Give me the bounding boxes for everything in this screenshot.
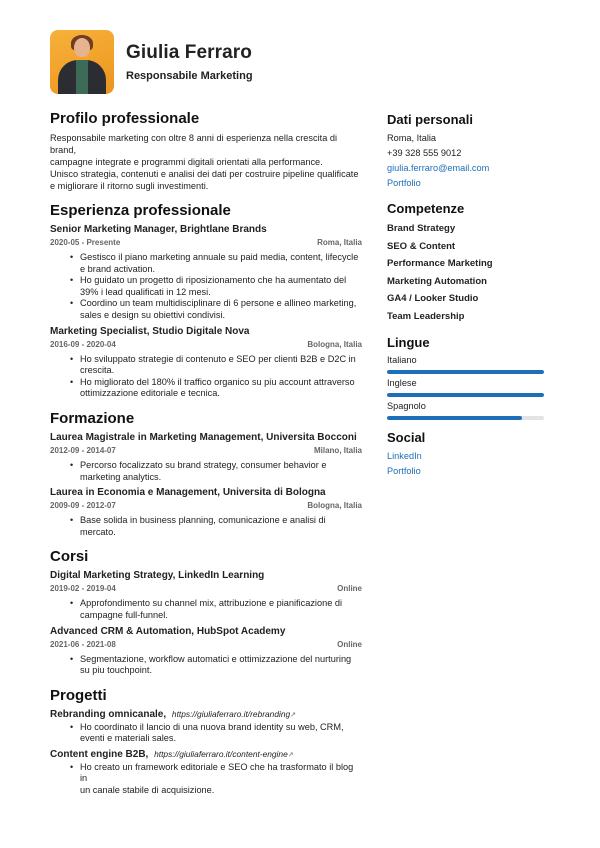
entry-location: Online [337, 639, 362, 649]
entry-location: Milano, Italia [313, 445, 362, 455]
entry-dates: 2019-02 - 2019-04 [50, 584, 116, 594]
skill-item: SEO & Content [387, 240, 456, 252]
entry-title: Advanced CRM & Automation, HubSpot Academy [50, 625, 286, 637]
language-item [387, 400, 547, 420]
entry-title: Digital Marketing Strategy, LinkedIn Learning [50, 570, 265, 582]
bullet-item: • Ho guidato un progetto di riposizionamento che ha aumentato del 39% i lead qualificati in 12 mesi. [80, 275, 362, 298]
social-section [387, 430, 547, 479]
education-entry [50, 487, 362, 538]
language-item [387, 377, 547, 397]
project-link[interactable]: https://giuliaferraro.it/rebranding [171, 708, 291, 719]
language-level-fill [387, 393, 544, 397]
portfolio-link[interactable]: Portfolio [387, 178, 421, 188]
language-name: Spagnolo [387, 401, 426, 411]
language-name: Inglese [387, 378, 417, 388]
entry-dates: 2020-05 - Presente [50, 238, 121, 247]
course-entry [50, 570, 362, 621]
entry-meta [50, 584, 362, 593]
skill-item: Marketing Automation [387, 275, 487, 287]
skill-item: Performance Marketing [387, 258, 493, 269]
entry-meta [50, 501, 362, 510]
sidebar-column [387, 112, 547, 489]
email-link[interactable]: giulia.ferraro@email.com [387, 163, 490, 173]
section-title: Lingue [387, 335, 430, 350]
portfolio-link[interactable]: Portfolio [387, 466, 421, 476]
language-level-bar [387, 370, 544, 374]
entry-title: Marketing Specialist, Studio Digitale Nova [50, 325, 250, 337]
section-title: Competenze [387, 201, 465, 216]
bullet-item: • Ho sviluppato strategie di contenuto e SEO per clienti B2B e D2C in crescita. [80, 354, 362, 377]
entry-meta [50, 340, 362, 349]
candidate-role: Responsabile Marketing [126, 70, 253, 82]
languages-section [387, 335, 547, 420]
name-block [126, 42, 253, 82]
bullet-item: • Ho creato un framework editoriale e SEO che ha trasformato il blog in un canale stabile di acquisizione. [80, 762, 362, 797]
entry-location: Bologna, Italia [307, 339, 362, 349]
bullet-item: • Approfondimento su channel mix, attribuzione e pianificazione di campagne full-funnel. [80, 598, 362, 621]
entry-dates: 2021-06 - 2021-08 [50, 639, 116, 649]
entry-dates: 2016-09 - 2020-04 [50, 339, 116, 349]
entry-bullets [80, 460, 362, 483]
entry-dates: 2012-09 - 2014-07 [50, 445, 116, 455]
personal-phone[interactable]: +39 328 555 9012 [387, 148, 462, 158]
section-title: Corsi [50, 548, 89, 566]
bullet-item: • Ho coordinato il lancio di una nuova brand identity su web, CRM, eventi e materiali sales. [80, 722, 362, 745]
bullet-item: • Percorso focalizzato su brand strategy, consumer behavior e marketing analytics. [80, 460, 362, 483]
entry-bullets [80, 515, 362, 538]
education-section [50, 410, 362, 538]
entry-bullets [80, 252, 362, 322]
skill-item: Brand Strategy [387, 223, 456, 234]
entry-location: Roma, Italia [317, 238, 362, 247]
entry-bullets [80, 598, 362, 621]
bullet-item: • Ho migliorato del 180% il traffico organico su piu account attraverso ottimizzazione editoriale e tecnica. [80, 377, 362, 400]
language-level-bar [387, 416, 544, 420]
entry-location: Online [337, 584, 362, 594]
skills-section [387, 201, 547, 325]
experience-entry [50, 224, 362, 322]
bullet-item: • Base solida in business planning, comunicazione e analisi di mercato. [80, 515, 362, 538]
language-level-fill [387, 370, 544, 374]
courses-section [50, 548, 362, 676]
project-link[interactable]: https://giuliaferraro.it/content-engine [154, 748, 288, 759]
entry-title: Laurea Magistrale in Marketing Management, Universita Bocconi [50, 431, 357, 443]
profile-line: Unisco strategia, contenuti e analisi dei dati per costruire pipeline qualificate [50, 169, 359, 179]
education-entry [50, 432, 362, 483]
candidate-name: Giulia Ferraro [126, 42, 252, 63]
experience-entry [50, 326, 362, 400]
resume-header [50, 30, 253, 94]
entry-dates: 2009-09 - 2012-07 [50, 501, 116, 511]
entry-bullets [80, 722, 362, 745]
section-title: Esperienza professionale [50, 202, 231, 219]
external-link-icon: ↗ [287, 751, 294, 759]
profile-photo [50, 30, 114, 94]
external-link-icon: ↗ [290, 711, 297, 719]
experience-section [50, 202, 362, 400]
profile-line: Responsabile marketing con oltre 8 anni di esperienza nella crescita di brand, [50, 133, 338, 155]
entry-location: Bologna, Italia [307, 501, 362, 511]
section-title: Dati personali [387, 112, 473, 127]
projects-section [50, 687, 362, 797]
entry-meta [50, 446, 362, 455]
bullet-item: • Segmentazione, workflow automatici e ottimizzazione del nurturing su piu touchpoint. [80, 654, 362, 677]
skill-item: GA4 / Looker Studio [387, 293, 479, 304]
project-entry [50, 709, 362, 745]
entry-meta [50, 640, 362, 649]
entry-bullets [80, 762, 362, 797]
entry-title: Laurea in Economia e Management, Universita di Bologna [50, 487, 326, 499]
section-title: Progetti [50, 686, 107, 704]
project-entry [50, 749, 362, 797]
profile-line: e migliorare il ritorno sugli investimenti. [50, 181, 209, 191]
bullet-item: • Gestisco il piano marketing annuale su paid media, content, lifecycle e brand activation. [80, 252, 362, 275]
main-column [50, 110, 362, 807]
personal-location: Roma, Italia [387, 133, 437, 143]
personal-section [387, 112, 547, 191]
language-item [387, 354, 547, 374]
bullet-item: • Coordino un team multidisciplinare di 6 persone e allineo marketing, sales e design su obiettivi condivisi. [80, 298, 362, 321]
entry-bullets [80, 654, 362, 677]
entry-title: Rebranding omnicanale, https://giuliaferraro.it/rebranding↗ [50, 708, 297, 720]
section-title: Formazione [50, 409, 135, 427]
section-title: Social [387, 430, 426, 445]
entry-title: Content engine B2B, https://giuliaferraro.it/content-engine↗ [50, 748, 294, 760]
linkedin-link[interactable]: LinkedIn [387, 451, 422, 461]
entry-bullets [80, 354, 362, 400]
entry-title: Senior Marketing Manager, Brightlane Brands [50, 224, 267, 235]
language-level-fill [387, 416, 522, 420]
skill-item: Team Leadership [387, 310, 465, 322]
entry-meta [50, 238, 362, 247]
course-entry [50, 626, 362, 677]
profile-line: campagne integrate e programmi digitali orientati alla performance. [50, 157, 323, 167]
profile-section [50, 110, 362, 192]
language-level-bar [387, 393, 544, 397]
language-name: Italiano [387, 355, 417, 365]
section-title: Profilo professionale [50, 110, 200, 127]
